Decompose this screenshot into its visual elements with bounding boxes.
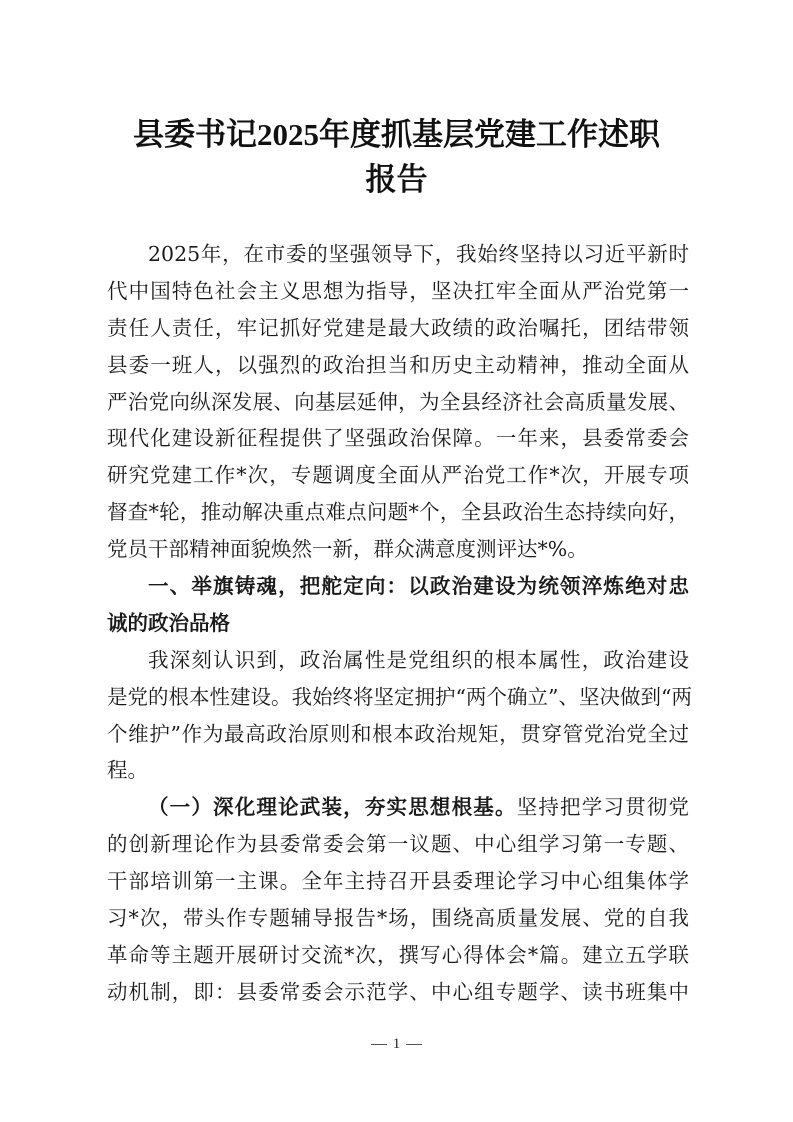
subsection-lead-text: 坚持把学习贯彻党 bbox=[516, 795, 689, 820]
heading-line: 一、举旗铸魂，把舵定向：以政治建设为统领淬炼绝对忠 bbox=[148, 574, 689, 599]
text-line: 研究党建工作*次，专题调度全面从严治党工作*次，开展专项 bbox=[107, 463, 689, 488]
text-line: 革命等主题开展研讨交流*次，撰写心得体会*篇。建立五学联 bbox=[107, 942, 689, 967]
document-body bbox=[107, 236, 692, 1011]
intro-paragraph bbox=[107, 236, 689, 568]
text-line: 党员干部精神面貌焕然一新，群众满意度测评达*%。 bbox=[107, 537, 588, 562]
text-line: 干部培训第一主课。全年主持召开县委理论学习中心组集体学 bbox=[107, 869, 689, 894]
text-line: 责任人责任，牢记抓好党建是最大政绩的政治嘱托，团结带领 bbox=[107, 315, 689, 340]
text-line: 2025年，在市委的坚强领导下，我始终坚持以习近平新时 bbox=[148, 242, 689, 266]
dash-right bbox=[406, 1044, 422, 1045]
document-title bbox=[100, 112, 693, 202]
heading-line: 诚的政治品格 bbox=[107, 610, 230, 635]
text-line: 我深刻认识到，政治属性是党组织的根本属性，政治建设 bbox=[148, 647, 689, 672]
page-number: 1 bbox=[392, 1036, 401, 1052]
text-line bbox=[107, 789, 689, 826]
text-line: 现代化建设新征程提供了坚强政治保障。一年来，县委常委会 bbox=[107, 426, 689, 451]
dash-left bbox=[371, 1044, 387, 1045]
text-line: 程。 bbox=[107, 758, 148, 783]
title-line-1: 县委书记2025年度抓基层党建工作述职 bbox=[133, 117, 660, 152]
page-number-footer bbox=[0, 1036, 793, 1053]
text-line: 县委一班人，以强烈的政治担当和历史主动精神，推动全面从 bbox=[107, 352, 689, 377]
section-paragraph bbox=[107, 642, 692, 790]
title-line-2: 报告 bbox=[365, 162, 428, 197]
text-line: 是党的根本性建设。我始终将坚定拥护“两个确立”、坚决做到“两 bbox=[107, 684, 692, 709]
text-line: 严治党向纵深发展、向基层延伸，为全县经济社会高质量发展、 bbox=[107, 389, 689, 414]
text-line: 的创新理论作为县委常委会第一议题、中心组学习第一专题、 bbox=[107, 832, 689, 857]
text-line: 督查*轮，推动解决重点难点问题*个，全县政治生态持续向好， bbox=[107, 500, 689, 525]
text-line: 代中国特色社会主义思想为指导，坚决扛牢全面从严治党第一 bbox=[107, 278, 689, 303]
text-line: 习*次，带头作专题辅导报告*场，围绕高质量发展、党的自我 bbox=[107, 906, 689, 931]
text-line: 动机制，即：县委常委会示范学、中心组专题学、读书班集中 bbox=[107, 979, 689, 1004]
text-line: 个维护”作为最高政治原则和根本政治规矩，贯穿管党治党全过 bbox=[107, 721, 689, 746]
subsection-heading: （一）深化理论武装，夯实思想根基。 bbox=[148, 795, 517, 820]
section-heading-1 bbox=[107, 568, 689, 642]
subsection-paragraph bbox=[107, 789, 689, 1010]
